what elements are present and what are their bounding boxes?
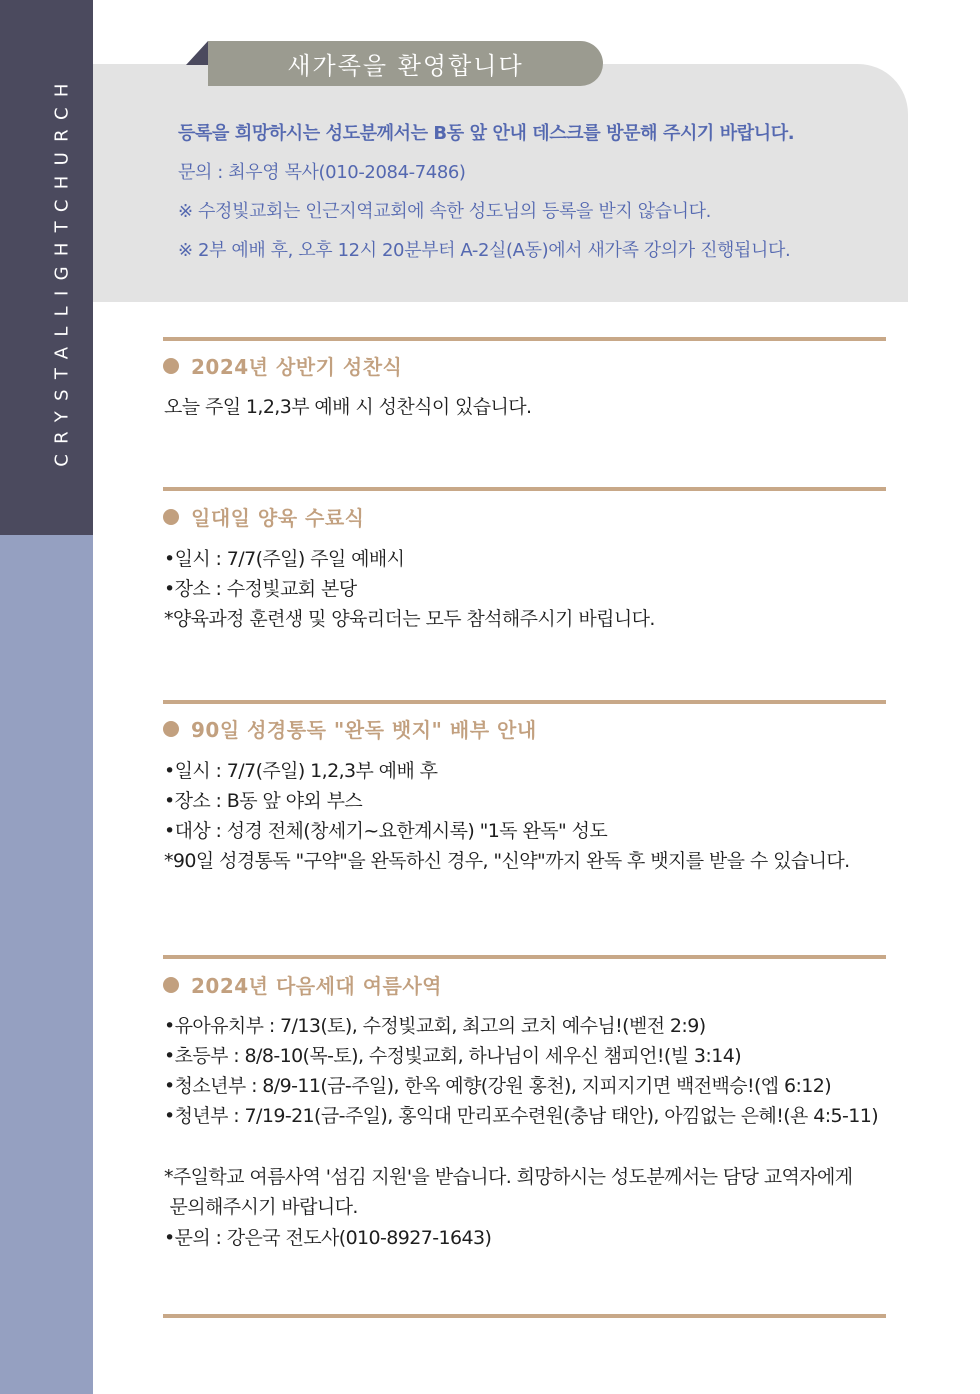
section-title [163,970,442,999]
welcome-line: ※ 수정빛교회는 인근지역교회에 속한 성도님의 등록을 받지 않습니다. [178,201,711,222]
bullet-dot-icon [163,977,179,993]
section-line: *90일 성경통독 "구약"을 완독하신 경우, "신약"까지 완독 후 뱃지를 받을 수 있습니다. [164,850,850,872]
welcome-tab-notch [186,41,208,65]
sidebar-vertical-text: CRYSTALLIGHTCHURCH [51,73,73,467]
section-line: *양육과정 훈련생 및 양육리더는 모두 참석해주시기 바립니다. [164,608,655,630]
section-line: •유아유치부 : 7/13(토), 수정빛교회, 최고의 코치 예수님!(벧전 2:9) [164,1015,706,1037]
section-divider [163,955,886,959]
section-line: •장소 : B동 앞 야외 부스 [164,790,363,812]
section-title [163,714,537,743]
section-line: •문의 : 강은국 전도사(010-8927-1643) [164,1227,492,1249]
section-line: •대상 : 성경 전체(창세기~요한계시록) "1독 완독" 성도 [164,820,608,842]
section-title-text: 90일 성경통독 "완독 뱃지" 배부 안내 [191,718,537,742]
section-line: •일시 : 7/7(주일) 주일 예배시 [164,548,405,570]
bullet-dot-icon [163,721,179,737]
section-divider-bottom [163,1314,886,1318]
section-title-text: 2024년 다음세대 여름사역 [191,974,442,998]
section-divider [163,700,886,704]
sidebar-dark-band [0,0,93,535]
section-title-text: 2024년 상반기 성찬식 [191,355,403,379]
welcome-line: ※ 2부 예배 후, 오후 12시 20분부터 A-2실(A동)에서 새가족 강의가 진행됩니다. [178,240,791,261]
section-line: 오늘 주일 1,2,3부 예배 시 성찬식이 있습니다. [164,396,532,418]
section-line: •청소년부 : 8/9-11(금-주일), 한옥 예향(강원 홍천), 지피지기면 백전백승!(엡 6:12) [164,1075,832,1097]
section-title [163,502,365,531]
welcome-tab-title: 새가족을 환영합니다 [208,41,603,86]
welcome-line: 문의 : 최우영 목사(010-2084-7486) [178,162,466,183]
sidebar-light-band [0,535,93,1394]
section-title [163,351,402,380]
section-line: *주일학교 여름사역 '섬김 지원'을 받습니다. 희망하시는 성도분께서는 담당 교역자에게 [164,1166,853,1188]
section-divider [163,337,886,341]
section-line: •장소 : 수정빛교회 본당 [164,578,357,600]
section-line: •일시 : 7/7(주일) 1,2,3부 예배 후 [164,760,438,782]
section-divider [163,487,886,491]
section-line: •청년부 : 7/19-21(금-주일), 홍익대 만리포수련원(충남 태안), 아낌없는 은혜!(욘 4:5-11) [164,1105,879,1127]
section-line: 문의해주시기 바랍니다. [164,1196,358,1218]
welcome-line: 등록을 희망하시는 성도분께서는 B동 앞 안내 데스크를 방문해 주시기 바랍니다. [178,123,795,144]
section-line: •초등부 : 8/8-10(목-토), 수정빛교회, 하나님이 세우신 챔피언!(빌 3:14) [164,1045,742,1067]
section-title-text: 일대일 양육 수료식 [191,506,365,530]
bullet-dot-icon [163,358,179,374]
bullet-dot-icon [163,509,179,525]
